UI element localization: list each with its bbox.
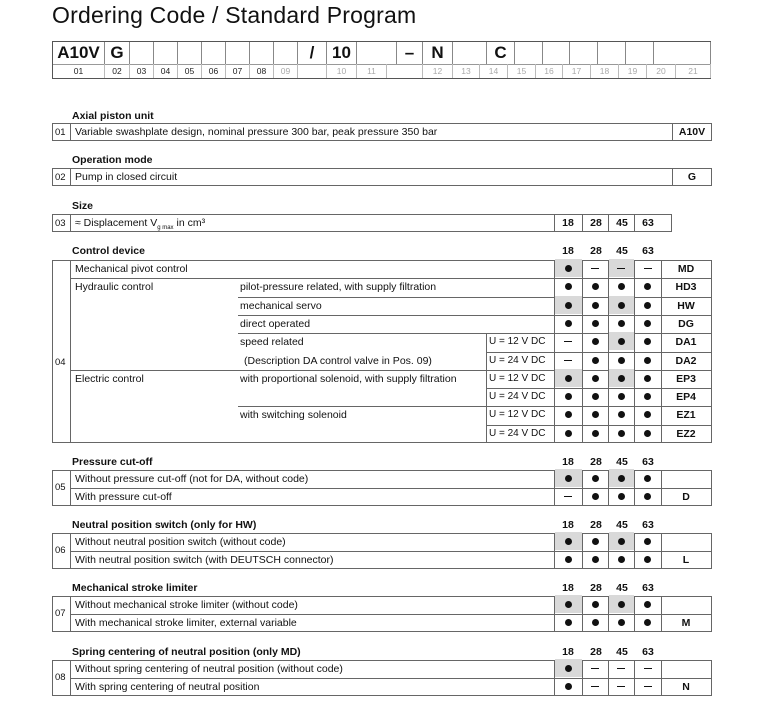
mechanical-stroke-limiter-size-28: 28 bbox=[590, 582, 602, 594]
mechanical-stroke-limiter-size-45: 45 bbox=[616, 582, 628, 594]
control-row-3-available-63 bbox=[644, 302, 651, 309]
ordering-code-box bbox=[52, 41, 711, 79]
hydraulic-control-label: Hydraulic control bbox=[75, 281, 154, 293]
mechanical-stroke-limiter-row-2-available-28 bbox=[592, 619, 599, 626]
control-row-10-available-18 bbox=[565, 430, 572, 437]
neutral-position-switch-option-2: With neutral position switch (with DEUTSCH connector) bbox=[75, 554, 334, 566]
code-position-15: 13 bbox=[453, 64, 480, 78]
code-position-7: 07 bbox=[226, 64, 250, 78]
code-cell-11: 10 bbox=[327, 42, 357, 64]
neutral-position-switch-index: 06 bbox=[55, 545, 66, 556]
neutral-position-switch-code: L bbox=[682, 554, 690, 566]
code-position-12: 11 bbox=[357, 64, 387, 78]
mechanical-stroke-limiter-code: M bbox=[681, 617, 691, 629]
rule bbox=[70, 551, 711, 552]
mechanical-stroke-limiter-option-2: With mechanical stroke limiter, external variable bbox=[75, 617, 297, 629]
control-row-7-available-28 bbox=[592, 375, 599, 382]
row-04-index: 04 bbox=[55, 357, 66, 368]
code-position-14: 12 bbox=[423, 64, 453, 78]
row-02-code: G bbox=[687, 171, 697, 183]
heading-spring-centering: Spring centering of neutral position (only MD) bbox=[72, 646, 301, 658]
voltage-24v-2: U = 24 V DC bbox=[489, 428, 546, 439]
code-cell-2: G bbox=[105, 42, 130, 64]
pressure-cut-off-size-45: 45 bbox=[616, 456, 628, 468]
control-row-7-available-18 bbox=[565, 375, 572, 382]
control-code-ez2: EZ2 bbox=[676, 428, 696, 440]
hydraulic-option-3: direct operated bbox=[240, 318, 311, 330]
control-row-6-available-63 bbox=[644, 357, 651, 364]
row-02-index: 02 bbox=[55, 172, 66, 183]
code-position-20: 18 bbox=[591, 64, 619, 78]
code-position-1: 01 bbox=[53, 64, 105, 78]
code-cell-17 bbox=[515, 42, 543, 64]
neutral-position-switch-size-63: 63 bbox=[642, 519, 654, 531]
electric-option-1: with proportional solenoid, with supply filtration bbox=[240, 373, 457, 385]
control-code-ep3: EP3 bbox=[676, 373, 696, 385]
rule bbox=[486, 425, 711, 426]
code-position-4: 04 bbox=[154, 64, 178, 78]
neutral-position-switch-row-1-available-28 bbox=[592, 538, 599, 545]
control-row-4-available-63 bbox=[644, 320, 651, 327]
rule bbox=[238, 406, 711, 407]
displacement-label: ≈ Displacement V bbox=[75, 217, 158, 229]
heading-operation-mode: Operation mode bbox=[72, 154, 153, 166]
control-row-10-available-45 bbox=[618, 430, 625, 437]
control-row-9-available-45 bbox=[618, 411, 625, 418]
control-row-5-available-28 bbox=[592, 338, 599, 345]
row-03-size-63: 63 bbox=[642, 217, 654, 229]
heading-pressure-cut-off: Pressure cut-off bbox=[72, 456, 153, 468]
rule bbox=[70, 123, 71, 141]
neutral-position-switch-option-1: Without neutral position switch (without code) bbox=[75, 536, 286, 548]
code-position-21: 19 bbox=[619, 64, 647, 78]
control-row-3-available-45 bbox=[618, 302, 625, 309]
control-row-2-available-45 bbox=[618, 283, 625, 290]
code-position-5: 05 bbox=[178, 64, 202, 78]
spring-centering-size-28: 28 bbox=[590, 646, 602, 658]
pressure-cut-off-row-1-available-28 bbox=[592, 475, 599, 482]
control-row-1-not-available-45 bbox=[617, 268, 625, 270]
mechanical-stroke-limiter-row-1-available-28 bbox=[592, 601, 599, 608]
code-position-2: 02 bbox=[105, 64, 130, 78]
rule bbox=[238, 297, 711, 298]
control-code-hd3: HD3 bbox=[675, 281, 697, 293]
code-position-18: 16 bbox=[536, 64, 563, 78]
control-row-2-available-18 bbox=[565, 283, 572, 290]
neutral-position-switch-size-18: 18 bbox=[562, 519, 574, 531]
code-cell-22 bbox=[654, 42, 711, 64]
pressure-cut-off-option-2: With pressure cut-off bbox=[75, 491, 172, 503]
code-position-19: 17 bbox=[563, 64, 591, 78]
code-position-13 bbox=[387, 64, 423, 78]
control-code-ep4: EP4 bbox=[676, 391, 696, 403]
pressure-cut-off-row-1-available-18 bbox=[565, 475, 572, 482]
spring-centering-size-45: 45 bbox=[616, 646, 628, 658]
rule bbox=[70, 260, 71, 443]
mechanical-stroke-limiter-index: 07 bbox=[55, 608, 66, 619]
spring-centering-row-2-available-18 bbox=[565, 683, 572, 690]
control-row-6-available-45 bbox=[618, 357, 625, 364]
displacement-subscript: g max bbox=[157, 225, 174, 232]
voltage-12v-0: U = 12 V DC bbox=[489, 336, 546, 347]
mechanical-stroke-limiter-row-2-available-18 bbox=[565, 619, 572, 626]
pressure-cut-off-option-1: Without pressure cut-off (not for DA, without code) bbox=[75, 473, 309, 485]
rule bbox=[486, 370, 487, 406]
control-row-7-available-45 bbox=[618, 375, 625, 382]
control-row-3-available-18 bbox=[565, 302, 572, 309]
heading-size: Size bbox=[72, 200, 94, 212]
spring-centering-row-1-not-available-63 bbox=[644, 668, 652, 670]
row-01-index: 01 bbox=[55, 127, 66, 138]
rule bbox=[70, 278, 711, 279]
voltage-24v-1: U = 24 V DC bbox=[489, 391, 546, 402]
control-row-4-available-18 bbox=[565, 320, 572, 327]
control-row-3-available-28 bbox=[592, 302, 599, 309]
spring-centering-row-2-not-available-28 bbox=[591, 686, 599, 688]
control-row-2-available-28 bbox=[592, 283, 599, 290]
control-device-size-63: 63 bbox=[642, 245, 654, 257]
control-row-9-available-28 bbox=[592, 411, 599, 418]
control-row-4-available-28 bbox=[592, 320, 599, 327]
control-row-5-available-63 bbox=[644, 338, 651, 345]
pressure-cut-off-index: 05 bbox=[55, 482, 66, 493]
row-03-index: 03 bbox=[55, 218, 66, 229]
control-row-9-available-18 bbox=[565, 411, 572, 418]
control-row-1-available-18 bbox=[565, 265, 572, 272]
displacement-unit: in cm³ bbox=[173, 217, 206, 229]
control-code-ez1: EZ1 bbox=[676, 409, 696, 421]
control-row-1-not-available-28 bbox=[591, 268, 599, 270]
code-cell-14: N bbox=[423, 42, 453, 64]
mechanical-stroke-limiter-row-2-available-63 bbox=[644, 619, 651, 626]
rule bbox=[486, 333, 487, 370]
electric-control-label: Electric control bbox=[75, 373, 144, 385]
row-01-code: A10V bbox=[678, 126, 706, 138]
control-row-4-available-45 bbox=[618, 320, 625, 327]
control-row-9-available-63 bbox=[644, 411, 651, 418]
mechanical-stroke-limiter-option-1: Without mechanical stroke limiter (without code) bbox=[75, 599, 298, 611]
mechanical-stroke-limiter-row-2-available-45 bbox=[618, 619, 625, 626]
control-row-10-available-63 bbox=[644, 430, 651, 437]
hydraulic-option-4: speed related bbox=[240, 336, 304, 348]
rule bbox=[238, 315, 711, 316]
control-row-6-not-available-18 bbox=[564, 360, 572, 362]
electric-option-2: with switching solenoid bbox=[240, 409, 347, 421]
pressure-cut-off-row-2-available-28 bbox=[592, 493, 599, 500]
control-row-5-available-45 bbox=[618, 338, 625, 345]
pressure-cut-off-row-1-available-45 bbox=[618, 475, 625, 482]
neutral-position-switch-row-2-available-45 bbox=[618, 556, 625, 563]
rule bbox=[70, 488, 711, 489]
control-code-da2: DA2 bbox=[675, 355, 697, 367]
spring-centering-row-1-not-available-28 bbox=[591, 668, 599, 670]
code-cell-6 bbox=[202, 42, 226, 64]
heading-axial-piston-unit: Axial piston unit bbox=[72, 110, 154, 122]
code-position-22: 20 bbox=[647, 64, 676, 78]
row-03-size-45: 45 bbox=[616, 217, 628, 229]
control-device-size-28: 28 bbox=[590, 245, 602, 257]
neutral-position-switch-row-2-available-28 bbox=[592, 556, 599, 563]
mechanical-stroke-limiter-size-18: 18 bbox=[562, 582, 574, 594]
control-row-8-available-45 bbox=[618, 393, 625, 400]
rule bbox=[238, 333, 711, 334]
mechanical-stroke-limiter-row-1-available-45 bbox=[618, 601, 625, 608]
page-title: Ordering Code / Standard Program bbox=[52, 2, 417, 28]
control-row-5-not-available-18 bbox=[564, 341, 572, 343]
control-row-10-available-28 bbox=[592, 430, 599, 437]
code-cell-8 bbox=[250, 42, 274, 64]
code-cell-12 bbox=[357, 42, 397, 64]
mechanical-stroke-limiter-row-1-available-63 bbox=[644, 601, 651, 608]
hydraulic-option-2: mechanical servo bbox=[240, 300, 322, 312]
code-position-16: 14 bbox=[480, 64, 508, 78]
spring-centering-size-18: 18 bbox=[562, 646, 574, 658]
pressure-cut-off-row-2-available-45 bbox=[618, 493, 625, 500]
control-row-2-available-63 bbox=[644, 283, 651, 290]
rule bbox=[486, 388, 711, 389]
rule bbox=[70, 168, 71, 186]
neutral-position-switch-row-2-available-63 bbox=[644, 556, 651, 563]
row-02-text: Pump in closed circuit bbox=[75, 171, 178, 183]
control-row-7-available-63 bbox=[644, 375, 651, 382]
control-row-6-available-28 bbox=[592, 357, 599, 364]
code-position-17: 15 bbox=[508, 64, 536, 78]
heading-control-device: Control device bbox=[72, 245, 145, 257]
heading-mechanical-stroke-limiter: Mechanical stroke limiter bbox=[72, 582, 198, 594]
code-cell-13: – bbox=[397, 42, 423, 64]
code-position-23: 21 bbox=[676, 64, 711, 78]
spring-centering-option-2: With spring centering of neutral position bbox=[75, 681, 260, 693]
control-device-size-18: 18 bbox=[562, 245, 574, 257]
spring-centering-row-1-not-available-45 bbox=[617, 668, 625, 670]
neutral-position-switch-row-1-available-63 bbox=[644, 538, 651, 545]
mechanical-pivot-label: Mechanical pivot control bbox=[75, 263, 188, 275]
spring-centering-row-1-available-18 bbox=[565, 665, 572, 672]
control-row-8-available-28 bbox=[592, 393, 599, 400]
hydraulic-option-1: pilot-pressure related, with supply filtration bbox=[240, 281, 437, 293]
voltage-12v-2: U = 12 V DC bbox=[489, 409, 546, 420]
control-device-size-45: 45 bbox=[616, 245, 628, 257]
spring-centering-row-2-not-available-63 bbox=[644, 686, 652, 688]
code-cell-20 bbox=[598, 42, 626, 64]
pressure-cut-off-size-28: 28 bbox=[590, 456, 602, 468]
control-code-hw: HW bbox=[677, 300, 695, 312]
neutral-position-switch-size-45: 45 bbox=[616, 519, 628, 531]
code-cell-9 bbox=[274, 42, 298, 64]
rule bbox=[70, 214, 71, 232]
code-position-3: 03 bbox=[130, 64, 154, 78]
row-03-size-28: 28 bbox=[590, 217, 602, 229]
rule bbox=[70, 678, 711, 679]
control-code-da1: DA1 bbox=[675, 336, 697, 348]
neutral-position-switch-row-2-available-18 bbox=[565, 556, 572, 563]
rule bbox=[486, 406, 487, 443]
rule bbox=[70, 614, 711, 615]
pressure-cut-off-code: D bbox=[682, 491, 690, 503]
control-row-8-available-63 bbox=[644, 393, 651, 400]
control-row-8-available-18 bbox=[565, 393, 572, 400]
row-03-size-18: 18 bbox=[562, 217, 574, 229]
pressure-cut-off-row-2-available-63 bbox=[644, 493, 651, 500]
code-cell-16: C bbox=[487, 42, 515, 64]
control-code-dg: DG bbox=[678, 318, 694, 330]
code-position-11: 10 bbox=[327, 64, 357, 78]
voltage-24v-0: U = 24 V DC bbox=[489, 355, 546, 366]
code-cell-19 bbox=[570, 42, 598, 64]
row-03-text bbox=[75, 217, 205, 231]
pressure-cut-off-size-63: 63 bbox=[642, 456, 654, 468]
code-cell-1: A10V bbox=[53, 42, 105, 64]
code-cell-3 bbox=[130, 42, 154, 64]
spring-centering-option-1: Without spring centering of neutral position (without code) bbox=[75, 663, 343, 675]
voltage-12v-1: U = 12 V DC bbox=[489, 373, 546, 384]
pressure-cut-off-size-18: 18 bbox=[562, 456, 574, 468]
mechanical-stroke-limiter-size-63: 63 bbox=[642, 582, 654, 594]
spring-centering-row-2-not-available-45 bbox=[617, 686, 625, 688]
spring-centering-index: 08 bbox=[55, 672, 66, 683]
pressure-cut-off-row-2-not-available-18 bbox=[564, 496, 572, 498]
mechanical-stroke-limiter-row-1-available-18 bbox=[565, 601, 572, 608]
spring-centering-size-63: 63 bbox=[642, 646, 654, 658]
code-cell-21 bbox=[626, 42, 654, 64]
control-code-md: MD bbox=[677, 263, 695, 275]
pressure-cut-off-row-1-available-63 bbox=[644, 475, 651, 482]
control-row-1-not-available-63 bbox=[644, 268, 652, 270]
code-position-8: 08 bbox=[250, 64, 274, 78]
rule bbox=[486, 352, 711, 353]
heading-neutral-position-switch: Neutral position switch (only for HW) bbox=[72, 519, 257, 531]
code-position-6: 06 bbox=[202, 64, 226, 78]
code-cell-18 bbox=[543, 42, 570, 64]
neutral-position-switch-size-28: 28 bbox=[590, 519, 602, 531]
neutral-position-switch-row-1-available-45 bbox=[618, 538, 625, 545]
code-position-10 bbox=[298, 64, 327, 78]
row-01-text: Variable swashplate design, nominal pressure 300 bar, peak pressure 350 bar bbox=[75, 126, 438, 138]
code-cell-10: / bbox=[298, 42, 327, 64]
code-position-9: 09 bbox=[274, 64, 298, 78]
code-cell-7 bbox=[226, 42, 250, 64]
code-cell-4 bbox=[154, 42, 178, 64]
neutral-position-switch-row-1-available-18 bbox=[565, 538, 572, 545]
code-cell-15 bbox=[453, 42, 487, 64]
hydraulic-option-4-note: (Description DA control valve in Pos. 09) bbox=[244, 355, 432, 367]
spring-centering-code: N bbox=[682, 681, 690, 693]
code-cell-5 bbox=[178, 42, 202, 64]
